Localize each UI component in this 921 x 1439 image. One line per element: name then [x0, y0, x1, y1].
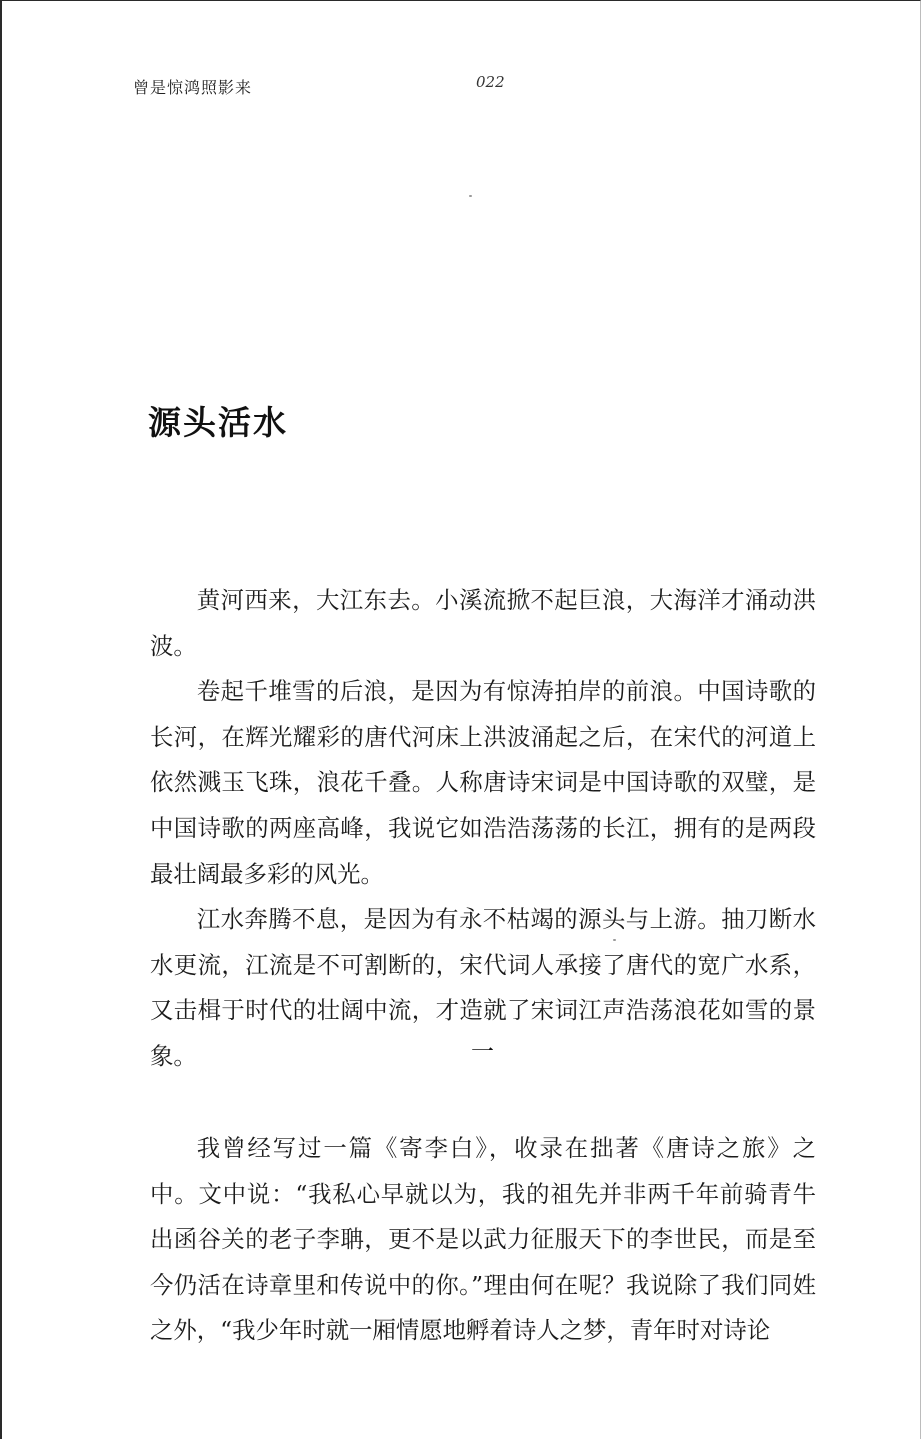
scan-speck — [469, 195, 472, 197]
paragraph: 黄河西来，大江东去。小溪流掀不起巨浪，大海洋才涌动洪波。 — [150, 586, 816, 660]
intro-text — [150, 578, 816, 1080]
section-one-text — [150, 1126, 816, 1354]
chapter-title: 源头活水 — [148, 403, 288, 442]
paragraph: 江水奔腾不息，是因为有永不枯竭的源头与上游。抽刀断水水更流，江流是不可割断的，宋代词人承接了唐代的宽广水系，又击楫于时代的壮阔中流，才造就了宋词江声浩荡浪花如雪的景象。 — [150, 905, 816, 1070]
page-number: 022 — [476, 73, 505, 91]
paragraph: 我曾经写过一篇《寄李白》，收录在拙著《唐诗之旅》之中。文中说：“我私心早就以为，我的祖先并非两千年前骑青牛出函谷关的老子李聃，更不是以武力征服天下的李世民，而是至今仍活在诗章里和传说中的你。”理由何在呢？我说除了我们同姓之外，“我少年时就一厢情愿地孵着诗人之梦，青年时对诗论 — [150, 1134, 816, 1345]
running-head-title: 曾是惊鸿照影来 — [133, 78, 253, 97]
section-marker: 一 — [471, 1039, 494, 1065]
paragraph: 卷起千堆雪的后浪，是因为有惊涛拍岸的前浪。中国诗歌的长河，在辉光耀彩的唐代河床上洪波涌起之后，在宋代的河道上依然溅玉飞珠，浪花千叠。人称唐诗宋词是中国诗歌的双璧，是中国诗歌的两座高峰，我说它如浩浩荡荡的长江，拥有的是两段最壮阔最多彩的风光。 — [150, 677, 816, 888]
